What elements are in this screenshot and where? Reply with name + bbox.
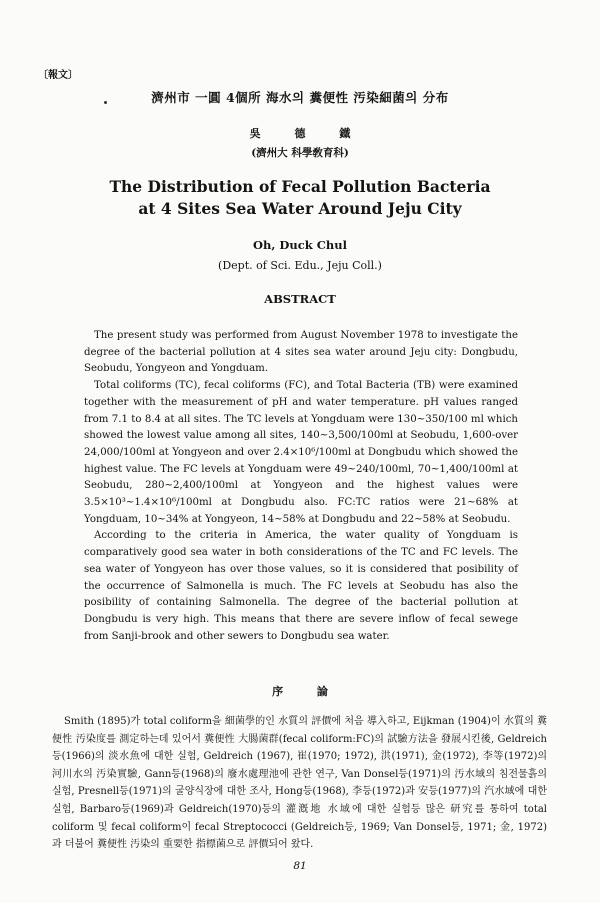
english-affiliation: (Dept. of Sci. Edu., Jeju Coll.) xyxy=(218,259,382,272)
english-author: Oh, Duck Chul xyxy=(253,238,347,252)
english-title-line-2: at 4 Sites Sea Water Around Jeju City xyxy=(138,199,462,218)
abstract-body xyxy=(84,328,518,645)
abstract-heading: ABSTRACT xyxy=(264,292,336,306)
page-number: 81 xyxy=(293,860,307,872)
introduction-paragraph: Smith (1895)가 total coliform을 細菌學的인 水質의 評價에 처음 導入하고, Eijkman (1904)이 水質의 糞便性 汚染度를 測定하는데 있어서 糞便性 大腸菌群(fecal coliform:FC)의 試驗方法을 發展시킨後, Geldreich등(1966)의 淡水魚에 대한 실험, Geldreich (1967), 崔(1970; 1972), 洪(1971), 金(1972), 李等(1972)의 河川水의 汚染實驗, Gann등(1968)의 廢水處理池에 관한 연구, Van Donsel등(1971)의 汚水域의 침전물흙의 실험, Presnell등(1971)의 굴양식장에 대한 조사, Hong등(1968), 李등(1972)과 安등(1977)의 汽水域에 대한 실험, Barbaro등(1969)과 Geldreich(1970)등의 灌漑地 水域에 대한 실험등 많은 研究를 통하여 total coliform 및 fecal coliform이 fecal Streptococci (Geldreich등, 1969; Van Donsel등, 1971; 金, 1972)과 더불어 糞便性 汚染의 重要한 指標菌으로 評價되어 왔다. xyxy=(52,716,547,851)
introduction-heading: 序 論 xyxy=(272,685,328,698)
abstract-paragraph: The present study was performed from August November 1978 to investigate the degree of the bacterial pollution at 4 sites sea water around Jeju city: Dongbudu, Seobudu, Yongyeon and Yongduam. xyxy=(84,330,518,375)
abstract-paragraph: Total coliforms (TC), fecal coliforms (FC), and Total Bacteria (TB) were examined together with the measurement of pH and water temperature. pH values ranged from 7.1 to 8.4 at all sites. The TC levels at Yongduam were 130~350/100 ml which showed the lowest value among all sites, 140~3,500/100ml at Seobudu, 1,600-over 24,000/100ml at Yongyeon and over 2.4×10⁶/100ml at Dongbudu which showed the highest value. The FC levels at Yongduam were 49~240/100ml, 70~1,400/100ml at Seobudu, 280~2,400/100ml at Yongyeon and the highest values were 3.5×10³~1.4×10⁶/100ml at Dongbudu also. FC:TC ratios were 21~68% at Yongduam, 10~34% at Yongyeon, 14~58% at Dongbudu and 22~58% at Seobudu. xyxy=(84,380,518,525)
introduction-body xyxy=(52,713,547,854)
korean-author: 吳 德 鐵 xyxy=(249,127,351,140)
korean-affiliation: (濟州大 科學敎育科) xyxy=(251,147,349,159)
korean-title: 濟州市 一圓 4個所 海水의 糞便性 汚染細菌의 分布 xyxy=(151,90,449,105)
english-title-line-1: The Distribution of Fecal Pollution Bacteria xyxy=(109,177,491,196)
article-type-tag: 〔報文〕 xyxy=(38,70,78,81)
abstract-paragraph: According to the criteria in America, the water quality of Yongduam is comparatively good sea water in both considerations of the TC and FC levels. The sea water of Yongyeon has over those values, so it is considered that posibility of the occurrence of Salmonella is much. The FC levels at Seobudu has also the posibility of containing Salmonella. The degree of the bacterial pollution at Dongbudu is very high. This means that there are severe inflow of fecal sewege from Sanji-brook and other sewers to Dongbudu sea water. xyxy=(84,530,518,642)
